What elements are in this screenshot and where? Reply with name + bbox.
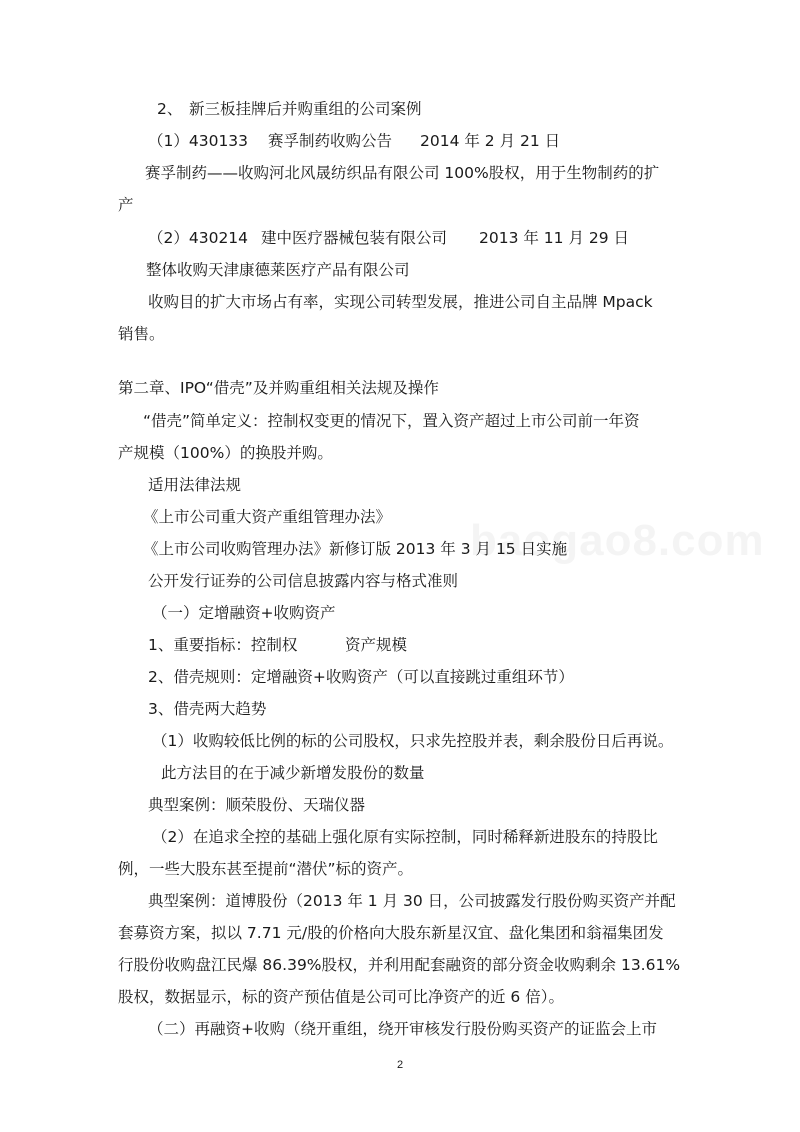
line-text: 资产规模 xyxy=(345,636,408,654)
line-text: （1）收购较低比例的标的公司股权，只求先控股并表，剩余股份日后再说。 xyxy=(152,732,674,750)
line-text: 典型案例：顺荣股份、天瑞仪器 xyxy=(148,796,366,814)
line-text: 公开发行证券的公司信息披露内容与格式准则 xyxy=(148,572,459,590)
line-text: 销售。 xyxy=(118,325,165,343)
line-text: “借壳”简单定义：控制权变更的情况下，置入资产超过上市公司前一年资 xyxy=(143,412,640,430)
line-text: （一）定增融资+收购资产 xyxy=(152,604,336,622)
line-text: 适用法律法规 xyxy=(148,476,242,494)
case-date: 2013 年 11 月 29 日 xyxy=(479,229,630,247)
case-company: 建中医疗器械包装有限公司 xyxy=(261,229,448,247)
line-text: 例，一些大股东甚至提前“潜伏”标的资产。 xyxy=(118,860,414,878)
page-number: 2 xyxy=(396,1059,404,1071)
line-text: 赛孚制药——收购河北风晟纺织品有限公司 100%股权，用于生物制药的扩 xyxy=(145,164,660,182)
line-text: （2）在追求全控的基础上强化原有实际控制，同时稀释新进股东的持股比 xyxy=(152,828,658,846)
line-text: 行股份收购盘江民爆 86.39%股权，并利用配套融资的部分资金收购剩余 13.61% xyxy=(118,956,681,974)
line-text: 产规模（100%）的换股并购。 xyxy=(118,444,333,462)
case-company: 赛孚制药收购公告 xyxy=(268,132,393,150)
line-text: 此方法目的在于减少新增发股份的数量 xyxy=(161,764,425,782)
line-text: 《上市公司收购管理办法》新修订版 2013 年 3 月 15 日实施 xyxy=(143,540,568,558)
line-text: 收购目的扩大市场占有率，实现公司转型发展，推进公司自主品牌 Mpack xyxy=(148,293,653,311)
case-code: （1）430133 xyxy=(148,132,249,150)
line-text: （二）再融资+收购（绕开重组，绕开审核发行股份购买资产的证监会上市 xyxy=(148,1020,657,1038)
line-text: 整体收购天津康德莱医疗产品有限公司 xyxy=(146,261,410,279)
line-text: 产 xyxy=(118,196,134,214)
line-text: 典型案例：道博股份（2013 年 1 月 30 日，公司披露发行股份购买资产并配 xyxy=(148,892,676,910)
heading-text: 第二章、IPO“借壳”及并购重组相关法规及操作 xyxy=(118,379,439,397)
line-text: 1、重要指标：控制权 xyxy=(148,636,298,654)
line-text: 《上市公司重大资产重组管理办法》 xyxy=(143,508,392,526)
line-text: 套募资方案，拟以 7.71 元/股的价格向大股东新星汉宜、盘化集团和翁福集团发 xyxy=(118,924,664,942)
line-text: 新三板挂牌后并购重组的公司案例 xyxy=(189,100,422,118)
line-text: 2、借壳规则：定增融资+收购资产（可以直接跳过重组环节） xyxy=(148,668,574,686)
case-date: 2014 年 2 月 21 日 xyxy=(420,132,561,150)
line-number: 2、 xyxy=(157,100,183,118)
line-text: 股权，数据显示，标的资产预估值是公司可比净资产的近 6 倍）。 xyxy=(118,988,564,1006)
case-code: （2）430214 xyxy=(148,229,249,247)
line-text: 3、借壳两大趋势 xyxy=(148,700,267,718)
